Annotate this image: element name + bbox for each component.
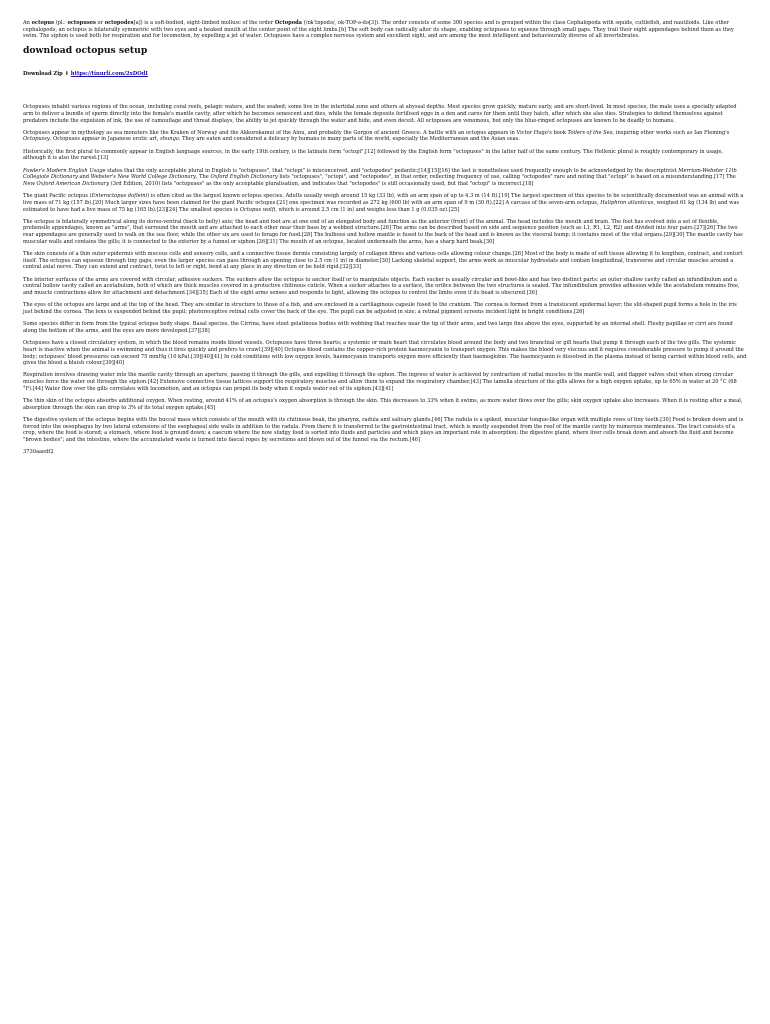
intro-text: (pl.:: [53, 20, 68, 26]
book-title: Toilers of the Sea: [567, 129, 613, 136]
body-paragraph-digestion: The digestive system of the octopus begins with the buccal mass which consists of the mouth with its chitinous beak, the pharynx, radula and salivary glands.[46] The radula is a spiked, muscular tongue-like organ with multiple rows of tiny teeth.[30] Food is broken down and is forced into the oesophagus by two lateral extensions of the esophageal side walls in addition to the radula. From there it is transferred to the gastrointestinal tract, which is mostly suspended from the roof of the mantle cavity by numerous membranes. The tract consists of a crop, where the food is stored; a stomach, where food is ground down; a caecum where the now sludgy food is sorted into fluids and particles and which plays an important role in absorption; the digestive gland, where liver cells break down and absorb the fluid and become "brown bodies"; and the intestine, where the accumulated waste is turned into faecal ropes by secretions and blown out of the funnel via the rectum.[46]: [23, 416, 744, 444]
book-title: Merriam-Webster 11th Collegiate Dictionary: [23, 167, 737, 181]
body-text: and: [77, 174, 91, 181]
download-icon: ⬇: [64, 71, 69, 78]
intro-plural: octopodes: [104, 20, 134, 26]
book-title: New Oxford American Dictionary: [23, 180, 110, 187]
spacer: [23, 78, 747, 104]
body-paragraph-mythology: [23, 130, 747, 143]
intro-text: [a]) is a soft-bodied, eight-limbed mollusc of the order: [133, 20, 275, 26]
intro-term: octopus: [31, 20, 54, 26]
body-paragraph-suckers: The interior surfaces of the arms are covered with circular, adhesive suckers. The suckers allow the octopus to anchor itself or to manipulate objects. Each sucker is usually circular and bowl-like and has two distinct parts: an outer shallow cavity called an infundibulum and a central hollow cavity called an acetabulum, both of which are thick muscles covered in a protective chitinous cuticle. When a sucker attaches to a surface, the orifice between the two structures is sealed. The infundibulum provides adhesion while the acetabulum remains free, and muscle contractions allow for attachment and detachment.[34][35] Each of the eight arms senses and responds to light, allowing the octopus to control the limbs even if its head is obscured.[36]: [23, 276, 740, 297]
intro-paragraph: [23, 20, 747, 40]
book-title: Octopussy: [23, 136, 50, 143]
term: shunga: [160, 136, 179, 143]
species-name: Haliphron atlanticus: [600, 199, 654, 206]
body-text: ) is often cited as the largest known octopus species. Adults usually weigh around 15 kg (33 lb), with an arm span of up to 4.3 m (14 ft).[19] The largest specimen of this species to be scientifically documented was an animal with a live mass of 71 kg (157 lb).[20] Much larger sizes have been claimed for the giant Pacific octopus:[21] one specimen was recorded as 272 kg (600 lb) with an arm span of 9 m (30 ft).[22] A carcass of the seven-arm octopus,: [23, 193, 744, 206]
body-text: , which is around 2.5 cm (1 in) and weighs less than 1 g (0.035 oz).[25]: [275, 206, 460, 213]
download-label: Download Zip: [23, 71, 63, 78]
body-paragraph-eyes: The eyes of the octopus are large and at the top of the head. They are similar in structure to those of a fish, and are enclosed in a cartilaginous capsule fused to the cranium. The cornea is formed from a translucent epidermal layer; the slit-shaped pupil forms a hole in the iris just behind the cornea. The lens is suspended behind the pupil; photoreceptive retinal cells cover the back of the eye. The pupil can be adjusted in size; a retinal pigment screens incident light in bright conditions.[26]: [23, 302, 737, 315]
body-text: (3rd Edition, 2010) lists "octopuses" as the only acceptable pluralisation, and indicates that "octopodes" is still occasionally used, but that "octopi" is incorrect.[18]: [109, 180, 534, 187]
page-title: download octopus setup: [23, 45, 148, 57]
book-title: Webster's New World College Dictionary: [90, 174, 196, 181]
intro-plural: octopuses: [67, 20, 96, 26]
intro-text: (/ɒkˈtɒpədə/, ok-TOP-ə-də[3]). The order consists of some 300 species and is grouped within the class Cephalopoda with squids, cuttlefish, and nautiloids. Like other cephalopods, an octopus is bilaterally symmetric with two eyes and a beaked mouth at the center point of the eight limbs.[b] The soft body can radically alter its shape, enabling octopuses to squeeze through small gaps. They trail their eight appendages behind them as they swim. The siphon is used both for respiration and for locomotion, by expelling a jet of water. Octopuses have a complex nervous system and excellent sight, and are among the most intelligent and behaviourally diverse of all invertebrates.: [23, 20, 734, 40]
body-paragraph-skin: The skin consists of a thin outer epidermis with mucous cells and sensory cells, and a connective tissue dermis consisting largely of collagen fibres and various cells allowing colour change.[26] Most of the body is made of soft tissue allowing it to lengthen, contract, and contort itself. The octopus can squeeze through tiny gaps; even the larger species can pass through an opening close to 2.5 cm (1 in) in diameter.[30] Lacking skeletal support, the arms work as muscular hydrostats and contain longitudinal, transverse and circular muscles around a central axial nerve. They can extend and contract, twist to left or right, bend at any place in any direction or be held rigid.[32][33]: [23, 251, 743, 271]
body-text: Octopuses appear in mythology as sea monsters like the Kraken of Norway and the Akkorokamui of the Ainu, and probably the Gorgon of ancient Greece. A battle with an octopus appears in Victor Hugo's book: [23, 129, 568, 136]
body-paragraph-skin-oxygen: The thin skin of the octopus absorbs additional oxygen. When resting, around 41% of an octopus's oxygen absorption is through the skin. This decreases to 33% when it swims, as more water flows over the gills; skin oxygen uptake also increases. When it is resting after a meal, absorption through the skin can drop to 3% of its total oxygen uptake.[45]: [23, 398, 743, 411]
body-paragraph-cirrina: Some species differ in form from the typical octopus body shape. Basal species, the Cirrina, have stout gelatinous bodies with webbing that reaches near the tip of their arms, and two large fins above the eyes, supported by an internal shell. Fleshy papillae or cirri are found along the bottom of the arms, and the eyes are more developed.[37][38]: [23, 321, 733, 334]
download-line: [23, 71, 747, 78]
body-text: lists "octopuses", "octopi", and "octopodes", in that order, reflecting frequency of use, calling "octopodes" rare and noting that "octopi" is based on a misunderstanding.[17] The: [277, 174, 736, 181]
book-title: Oxford English Dictionary: [210, 174, 278, 181]
body-text: . Octopuses appear in Japanese erotic art,: [49, 136, 161, 143]
article: [23, 20, 747, 456]
body-text: . The: [195, 174, 211, 181]
footer-id: 3730aaedf2: [23, 449, 54, 456]
body-text: , weighed 61 kg (134 lb) and was estimated to have had a live mass of 75 kg (165 lb).[23][24] The smallest species is: [23, 199, 740, 213]
body-paragraph-respiration: Respiration involves drawing water into the mantle cavity through an aperture, passing it through the gills, and expelling it through the siphon. The ingress of water is achieved by contraction of radial muscles in the mantle wall, and flapper valves shut when strong circular muscles force the water out through the siphon.[42] Extensive connective tissue lattices support the respiratory muscles and allow them to expand the respiratory chamber.[43] The lamella structure of the gills allows for a high oxygen uptake, up to 65% in water at 20 °C (68 °F).[44] Water flow over the gills correlates with locomotion, and an octopus can propel its body when it expels water out of its siphon.[43][41]: [23, 372, 737, 392]
download-link[interactable]: https://tinurli.com/2xDOdI: [70, 71, 148, 78]
body-paragraph-plural-usage: [23, 168, 747, 188]
body-paragraph-plural-history: Historically, the first plural to commonly appear in English language sources, in the early 19th century, is the latinate form "octopi",[12] followed by the English form "octopuses" in the latter half of the same century. The Hellenic plural is roughly contemporary in usage, although it is also the rarest.[13]: [23, 148, 723, 162]
intro-order: Octopoda: [274, 20, 302, 26]
book-title: Fowler's Modern English Usage: [23, 167, 106, 174]
intro-text: An: [23, 20, 32, 26]
body-paragraph-habitat: Octopuses inhabit various regions of the ocean, including coral reefs, pelagic waters, and the seabed; some live in the intertidal zone and others at abyssal depths. Most species grow quickly, mature early, and are short-lived. In most species, the male uses a specially adapted arm to deliver a bundle of sperm directly into the female's mantle cavity, after which he becomes senescent and dies, while the female deposits fertilised eggs in a den and cares for them until they hatch, after which she also dies. Strategies to defend themselves against predators include the expulsion of ink, the use of camouflage and threat displays, the ability to jet quickly through the water and hide, and even deceit. All octopuses are venomous, but only the blue-ringed octopuses are known to be deadly to humans.: [23, 104, 737, 124]
species-name: Enteroctopus dofleini: [91, 193, 148, 200]
intro-text: or: [95, 20, 105, 26]
body-text: The giant Pacific octopus (: [23, 193, 92, 200]
body-paragraph-circulation: Octopuses have a closed circulatory system, in which the blood remains inside blood vessels. Octopuses have three hearts; a systemic or main heart that circulates blood around the body and two branchial or gill hearts that pump it through each of the two gills. The systemic heart is inactive when the animal is swimming and thus it tires quickly and prefers to crawl.[39][40] Octopus blood contains the copper-rich protein haemocyanin to transport oxygen. This makes the blood very viscous and it requires considerable pressure to pump it around the body; octopuses' blood pressures can exceed 75 mmHg (10 kPa).[39][40][41] In cold conditions with low oxygen levels, haemocyanin transports oxygen more efficiently than haemoglobin. The haemocyanin is dissolved in the plasma instead of being carried within blood cells, and gives the blood a bluish colour.[39][40]: [23, 340, 747, 367]
body-paragraph-size: [23, 193, 747, 213]
body-text: . They are eaten and considered a delicacy by humans in many parts of the world, especially the Mediterranean and the Asian seas.: [178, 136, 520, 143]
body-paragraph-anatomy: The octopus is bilaterally symmetrical along its dorso-ventral (back to belly) axis; the head and foot are at one end of an elongated body and function as the anterior (front) of the animal. The head includes the mouth and brain. The foot has evolved into a set of flexible, prehensile appendages, known as "arms", that surround the mouth and are attached to each other near their base by a webbed structure.[26] The arms can be described based on side and sequence position (such as L1, R1, L2, R2) and divided into four pairs.[27][26] The two rear appendages are generally used to walk on the sea floor, while the other six are used to forage for food.[28] The bulbous and hollow mantle is fused to the back of the head and is known as the visceral hump; it contains most of the vital organs.[29][30] The mantle cavity has muscular walls and contains the gills; it is connected to the exterior by a funnel or siphon.[26][31] The mouth of an octopus, located underneath the arms, has a sharp hard beak.[30]: [23, 218, 743, 245]
body-text: states that the only acceptable plural in English is "octopuses", that "octopi" is misconceived, and "octopodes" pedantic;[14][15][16] the last is nonetheless used frequently enough to be acknowledged by the descriptivist: [105, 167, 679, 174]
species-name: Octopus wolfi: [239, 206, 276, 213]
body-text: , inspiring other works such as Ian Fleming's: [612, 129, 730, 136]
